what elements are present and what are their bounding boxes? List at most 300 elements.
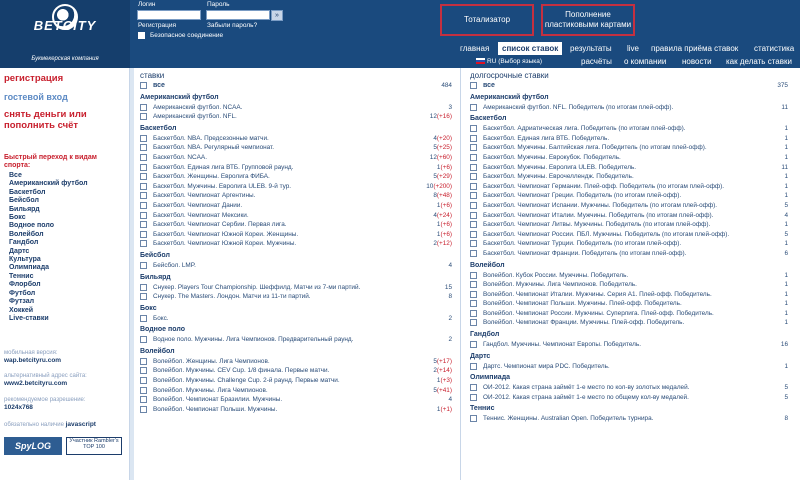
list-item[interactable] bbox=[140, 386, 452, 396]
bets-panel bbox=[134, 68, 456, 480]
quick-nav-item[interactable]: Бокс bbox=[9, 214, 26, 222]
login-go-button[interactable]: » bbox=[271, 10, 283, 21]
list-item[interactable] bbox=[470, 393, 788, 403]
row-label: Американский футбол. NCAA. bbox=[153, 103, 243, 111]
row-extra-count: (+24) bbox=[436, 211, 452, 219]
checkbox[interactable] bbox=[140, 183, 147, 190]
row-count: 11 bbox=[781, 103, 788, 111]
row-count-value: 3 bbox=[448, 103, 452, 111]
checkbox[interactable] bbox=[470, 363, 477, 370]
row-label: Бейсбол. LMP. bbox=[153, 261, 196, 269]
sidebar-money-link[interactable]: снять деньги или пополнить счёт bbox=[4, 109, 87, 131]
row-label: Волейбол. Мужчины. CEV Cup. 1/8 финала. Первые матчи. bbox=[153, 367, 330, 375]
row-label: Теннис. Женщины. Australian Open. Победитель турнира. bbox=[483, 415, 654, 423]
row-count bbox=[416, 103, 452, 113]
checkbox[interactable] bbox=[140, 396, 147, 403]
list-item[interactable] bbox=[470, 414, 788, 424]
checkbox[interactable] bbox=[140, 262, 147, 269]
section-heading: Гандбол bbox=[470, 331, 500, 339]
checkbox[interactable] bbox=[140, 293, 147, 300]
row-label: Баскетбол. NBA. Предсезонные матчи. bbox=[153, 134, 269, 142]
row-extra-count: (+3) bbox=[440, 377, 452, 385]
checkbox[interactable] bbox=[470, 231, 477, 238]
forgot-password-link[interactable]: Забыли пароль? bbox=[207, 22, 258, 29]
list-item[interactable] bbox=[470, 280, 788, 290]
list-item[interactable] bbox=[470, 271, 788, 281]
checkbox[interactable] bbox=[470, 250, 477, 257]
topup-button[interactable] bbox=[541, 4, 635, 36]
row-count bbox=[416, 261, 452, 271]
checkbox[interactable] bbox=[470, 135, 477, 142]
list-item[interactable] bbox=[140, 335, 452, 345]
totalizator-button[interactable] bbox=[440, 4, 534, 36]
nav-home[interactable]: главная bbox=[460, 44, 490, 53]
checkbox[interactable] bbox=[470, 319, 477, 326]
checkbox[interactable] bbox=[470, 212, 477, 219]
row-count-value: 5 bbox=[433, 357, 437, 365]
row-extra-count: (+25) bbox=[436, 144, 452, 152]
row-count: 1 bbox=[784, 192, 788, 200]
row-label: Баскетбол. NBA. Регулярный чемпионат. bbox=[153, 144, 275, 152]
checkbox[interactable] bbox=[140, 202, 147, 209]
checkbox[interactable] bbox=[470, 154, 477, 161]
row-label: Баскетбол. Мужчины. Еврокубок. Победитель. bbox=[483, 153, 621, 161]
row-extra-count: (+60) bbox=[436, 153, 452, 161]
checkbox[interactable] bbox=[140, 221, 147, 228]
row-count: 1 bbox=[784, 240, 788, 248]
row-count bbox=[416, 153, 452, 163]
nav-rules[interactable]: правила приёма ставок bbox=[651, 44, 739, 53]
row-label: Волейбол. Чемпионат России. Мужчины. Суперлига. Плей-офф. Победитель. bbox=[483, 309, 714, 317]
mobile-link[interactable]: wap.betcityru.com bbox=[4, 357, 62, 364]
resolution-info bbox=[4, 397, 86, 412]
password-label: Пароль bbox=[207, 1, 230, 8]
row-count: 1 bbox=[784, 125, 788, 133]
row-count: 8 bbox=[784, 415, 788, 423]
row-count: 375 bbox=[777, 82, 788, 89]
js-value: javascript bbox=[65, 421, 96, 428]
login-label: Логин bbox=[138, 1, 156, 8]
list-item[interactable] bbox=[140, 112, 452, 122]
quick-nav-title: Быстрый переход к видам спорта: bbox=[4, 154, 97, 169]
row-label: Баскетбол. NCAA. bbox=[153, 153, 207, 161]
row-count: 484 bbox=[441, 82, 452, 89]
nav-live[interactable]: live bbox=[627, 44, 640, 53]
row-extra-count: (+17) bbox=[436, 357, 452, 365]
row-count bbox=[416, 335, 452, 345]
russia-flag-icon bbox=[476, 58, 485, 64]
list-item[interactable] bbox=[140, 153, 452, 163]
row-label: Снукер. The Masters. Лондон. Матчи из 11-ти партий. bbox=[153, 293, 311, 301]
checkbox[interactable] bbox=[470, 104, 477, 111]
row-count-value: 1 bbox=[436, 221, 441, 229]
row-count-value: 1 bbox=[436, 163, 441, 171]
checkbox[interactable] bbox=[470, 240, 477, 247]
list-item[interactable] bbox=[140, 405, 452, 415]
checkbox[interactable] bbox=[470, 192, 477, 199]
list-item[interactable] bbox=[470, 249, 788, 259]
row-count-value: 2 bbox=[448, 314, 452, 322]
js-label: обязательно наличие bbox=[4, 422, 64, 428]
quick-nav-list bbox=[9, 172, 88, 323]
checkbox[interactable] bbox=[140, 164, 147, 171]
section-heading: Баскетбол bbox=[470, 115, 507, 123]
row-count: 5 bbox=[784, 393, 788, 401]
row-count: 6 bbox=[784, 249, 788, 257]
row-count-value: 5 bbox=[433, 173, 437, 181]
bets-list bbox=[140, 81, 452, 414]
row-count-value: 4 bbox=[433, 211, 437, 219]
spylog-badge[interactable]: SpyLOG bbox=[4, 437, 62, 455]
quick-nav-item[interactable]: Культура bbox=[9, 256, 41, 264]
list-item[interactable] bbox=[140, 172, 452, 182]
quick-nav-item[interactable]: Дартс bbox=[9, 247, 30, 255]
row-count: 1 bbox=[784, 144, 788, 152]
checkbox[interactable] bbox=[140, 82, 147, 89]
row-extra-count: (+200) bbox=[433, 182, 452, 190]
list-item[interactable] bbox=[470, 124, 788, 134]
quick-nav-item[interactable]: Live-ставки bbox=[9, 314, 49, 322]
row-count: 1 bbox=[784, 271, 788, 279]
checkbox[interactable] bbox=[140, 367, 147, 374]
list-item[interactable] bbox=[470, 172, 788, 182]
row-label: Американский футбол. NFL. Победитель (по итогам плей-офф). bbox=[483, 103, 674, 111]
alt-label: альтернативный адрес сайта: bbox=[4, 373, 87, 379]
row-label: Гандбол. Мужчины. Чемпионат Европы. Победитель. bbox=[483, 341, 641, 349]
row-count bbox=[416, 239, 452, 249]
row-extra-count: (+6) bbox=[440, 201, 452, 209]
quick-nav-item[interactable]: Бейсбол bbox=[9, 197, 39, 205]
row-label: Баскетбол. Мужчины. Евролига ULEB. Победитель. bbox=[483, 163, 637, 171]
checkbox[interactable] bbox=[140, 144, 147, 151]
row-label: Волейбол. Чемпионат Польши. Мужчины. Плей-офф. Победитель. bbox=[483, 300, 682, 308]
row-count bbox=[416, 292, 452, 302]
row-count bbox=[416, 220, 452, 230]
row-count bbox=[416, 112, 452, 122]
sidebar bbox=[0, 68, 130, 480]
list-item[interactable] bbox=[140, 182, 452, 192]
list-item[interactable] bbox=[140, 376, 452, 386]
nav-statistics[interactable]: статистика bbox=[754, 44, 795, 53]
row-count-value: 4 bbox=[433, 134, 437, 142]
quick-nav-item[interactable]: Баскетбол bbox=[9, 188, 46, 196]
secure-connection-label: Безопасное соединение bbox=[150, 32, 224, 39]
list-item[interactable] bbox=[140, 357, 452, 367]
row-extra-count: (+1) bbox=[440, 405, 452, 413]
row-count-value: 1 bbox=[436, 405, 441, 413]
list-item[interactable] bbox=[470, 239, 788, 249]
row-count: 5 bbox=[784, 230, 788, 238]
row-count bbox=[416, 366, 452, 376]
quick-nav-item[interactable]: Футбол bbox=[9, 289, 36, 297]
nav-how-to-bet[interactable]: как делать ставки bbox=[726, 57, 792, 66]
checkbox[interactable] bbox=[140, 387, 147, 394]
row-count: 1 bbox=[784, 290, 788, 298]
row-extra-count: (+6) bbox=[440, 163, 452, 171]
checkbox[interactable] bbox=[470, 291, 477, 298]
checkbox[interactable] bbox=[470, 310, 477, 317]
list-item[interactable] bbox=[470, 163, 788, 173]
list-item[interactable] bbox=[470, 182, 788, 192]
row-label: Баскетбол. Чемпионат Литвы. Мужчины. Победитель (по итогам плей-офф). bbox=[483, 221, 711, 229]
list-item[interactable] bbox=[470, 309, 788, 319]
list-item[interactable] bbox=[140, 230, 452, 240]
row-label: Баскетбол. Чемпионат Аргентины. bbox=[153, 192, 256, 200]
row-count-value: 15 bbox=[444, 283, 452, 291]
quick-nav-item[interactable]: Волейбол bbox=[9, 230, 44, 238]
list-item[interactable] bbox=[140, 201, 452, 211]
row-extra-count: (+6) bbox=[440, 221, 452, 229]
section-heading: Бейсбол bbox=[140, 251, 170, 259]
row-label: Баскетбол. Чемпионат Греции. Победитель (по итогам плей-офф). bbox=[483, 192, 682, 200]
row-count bbox=[416, 201, 452, 211]
brand-subtitle: Букмекерская компания bbox=[31, 56, 99, 62]
list-item[interactable] bbox=[470, 201, 788, 211]
row-count-value: 1 bbox=[436, 201, 441, 209]
row-count: 11 bbox=[781, 163, 788, 171]
row-label: Волейбол. Женщины. Лига Чемпионов. bbox=[153, 357, 270, 365]
row-label: Баскетбол. Чемпионат Южной Кореи. Женщины. bbox=[153, 230, 299, 238]
checkbox[interactable] bbox=[140, 406, 147, 413]
row-label: Баскетбол. Чемпионат Германии. Плей-офф. Победитель (по итогам плей-офф). bbox=[483, 182, 725, 190]
list-item[interactable] bbox=[140, 134, 452, 144]
row-count: 16 bbox=[780, 341, 788, 349]
row-label: Волейбол. Чемпионат Бразилии. Мужчины. bbox=[153, 396, 283, 404]
quick-nav-item[interactable]: Гандбол bbox=[9, 239, 39, 247]
row-label: Баскетбол. Мужчины. Балтийская лига. Победитель (по итогам плей-офф). bbox=[483, 144, 707, 152]
checkbox[interactable] bbox=[470, 300, 477, 307]
row-count bbox=[416, 211, 452, 221]
alt-link[interactable]: www2.betcityru.com bbox=[4, 380, 68, 387]
section-heading: Американский футбол bbox=[140, 93, 219, 101]
long-term-panel bbox=[464, 68, 794, 480]
section-heading: Баскетбол bbox=[140, 124, 177, 132]
checkbox[interactable] bbox=[140, 154, 147, 161]
list-item[interactable] bbox=[140, 366, 452, 376]
list-item[interactable] bbox=[470, 103, 788, 113]
section-heading: Теннис bbox=[470, 405, 495, 413]
sidebar-guest-link[interactable]: гостевой вход bbox=[4, 92, 68, 102]
list-item[interactable] bbox=[140, 143, 452, 153]
row-label: Водное поло. Мужчины. Лига Чемпионов. Предварительный раунд. bbox=[153, 336, 354, 344]
list-item[interactable] bbox=[470, 362, 788, 372]
list-item[interactable] bbox=[470, 299, 788, 309]
checkbox[interactable] bbox=[140, 135, 147, 142]
checkbox[interactable] bbox=[140, 377, 147, 384]
checkbox[interactable] bbox=[470, 272, 477, 279]
list-item[interactable] bbox=[470, 383, 788, 393]
row-count bbox=[416, 230, 452, 240]
quick-nav-item[interactable]: Все bbox=[9, 172, 22, 179]
list-item-all[interactable] bbox=[140, 81, 452, 91]
checkbox[interactable] bbox=[140, 284, 147, 291]
row-label: Баскетбол. Чемпионат Франции. Победитель (по итогам плей-офф). bbox=[483, 249, 687, 257]
quick-nav-item[interactable]: Водное поло bbox=[9, 222, 54, 230]
checkbox[interactable] bbox=[470, 125, 477, 132]
checkbox[interactable] bbox=[140, 231, 147, 238]
nav-results[interactable]: результаты bbox=[570, 44, 612, 53]
row-extra-count: (+48) bbox=[436, 192, 452, 200]
checkbox[interactable] bbox=[470, 415, 477, 422]
checkbox[interactable] bbox=[140, 173, 147, 180]
checkbox[interactable] bbox=[470, 202, 477, 209]
row-count bbox=[416, 143, 452, 153]
checkbox[interactable] bbox=[470, 394, 477, 401]
row-label: ОИ-2012. Какая страна займёт 1-е место по кол-ву золотых медалей. bbox=[483, 384, 690, 392]
row-extra-count: (+12) bbox=[436, 240, 452, 248]
checkbox[interactable] bbox=[470, 82, 477, 89]
row-label: все bbox=[483, 82, 495, 89]
row-count: 5 bbox=[784, 384, 788, 392]
quick-nav-item[interactable]: Олимпиада bbox=[9, 264, 50, 272]
row-count-value: 2 bbox=[448, 336, 452, 344]
row-label: Баскетбол. Чемпионат Мексики. bbox=[153, 211, 249, 219]
list-item[interactable] bbox=[140, 395, 452, 405]
list-item[interactable] bbox=[140, 314, 452, 324]
row-count-value: 1 bbox=[436, 377, 441, 385]
checkbox[interactable] bbox=[140, 358, 147, 365]
quick-nav-item[interactable]: Бильярд bbox=[9, 205, 40, 213]
mobile-label: мобильная версия: bbox=[4, 350, 58, 356]
row-label: все bbox=[153, 82, 165, 89]
list-item[interactable] bbox=[140, 239, 452, 249]
list-item[interactable] bbox=[470, 153, 788, 163]
login-input[interactable] bbox=[137, 10, 201, 20]
list-item[interactable] bbox=[470, 220, 788, 230]
checkbox[interactable] bbox=[470, 164, 477, 171]
row-label: Баскетбол. Мужчины. Евролига ULEB. 9-й тур. bbox=[153, 182, 292, 190]
list-item[interactable] bbox=[140, 163, 452, 173]
list-item[interactable] bbox=[470, 290, 788, 300]
row-label: Волейбол. Мужчины. Лига Чемпионов. Победитель. bbox=[483, 281, 637, 289]
checkbox[interactable] bbox=[470, 384, 477, 391]
row-extra-count: (+6) bbox=[440, 230, 452, 238]
row-count-value: 2 bbox=[433, 367, 437, 375]
list-item[interactable] bbox=[140, 292, 452, 302]
row-label: Бокс. bbox=[153, 314, 169, 322]
nav-bet-list[interactable]: список ставок bbox=[498, 42, 562, 55]
language-selector[interactable] bbox=[476, 56, 542, 67]
quick-nav-item[interactable]: Футзал bbox=[9, 298, 35, 306]
list-item[interactable] bbox=[140, 283, 452, 293]
row-label: Баскетбол. Чемпионат Южной Кореи. Мужчины. bbox=[153, 240, 297, 248]
row-label: Волейбол. Кубок России. Мужчины. Победитель. bbox=[483, 271, 629, 279]
quick-nav-item[interactable]: Флорбол bbox=[9, 281, 41, 289]
list-item[interactable] bbox=[470, 191, 788, 201]
row-count-value: 8 bbox=[433, 192, 437, 200]
section-heading: Бокс bbox=[140, 304, 157, 312]
quick-nav-item[interactable]: Теннис bbox=[9, 272, 34, 280]
list-item[interactable] bbox=[470, 318, 788, 328]
row-count bbox=[416, 163, 452, 173]
quick-nav-item[interactable]: Американский футбол bbox=[9, 180, 88, 188]
password-input[interactable] bbox=[206, 10, 270, 20]
nav-news[interactable]: новости bbox=[682, 57, 712, 66]
resolution-value: 1024x768 bbox=[4, 404, 33, 411]
checkbox[interactable] bbox=[470, 281, 477, 288]
list-item[interactable] bbox=[470, 211, 788, 221]
checkbox[interactable] bbox=[140, 192, 147, 199]
row-count-value: 12 bbox=[429, 113, 437, 121]
checkbox[interactable] bbox=[140, 113, 147, 120]
checkbox[interactable] bbox=[140, 315, 147, 322]
section-heading: Дартс bbox=[470, 352, 491, 360]
long-term-list bbox=[470, 81, 788, 424]
row-count: 1 bbox=[784, 300, 788, 308]
row-label: Баскетбол. Адриатическая лига. Победитель (по итогам плей-офф). bbox=[483, 125, 686, 133]
checkbox[interactable] bbox=[470, 183, 477, 190]
list-item[interactable] bbox=[470, 340, 788, 350]
alt-address-info bbox=[4, 373, 87, 388]
sidebar-register-link[interactable]: регистрация bbox=[4, 73, 64, 84]
row-label: Баскетбол. Чемпионат России. ПБЛ. Мужчины. Победитель (по итогам плей-офф). bbox=[483, 230, 730, 238]
row-count bbox=[416, 134, 452, 144]
nav-about[interactable]: о компании bbox=[624, 57, 667, 66]
checkbox[interactable] bbox=[470, 173, 477, 180]
row-label: Снукер. Players Tour Championship. Шеффилд. Матчи из 7-ми партий. bbox=[153, 283, 361, 291]
list-item[interactable] bbox=[140, 261, 452, 271]
row-count bbox=[416, 182, 452, 192]
rambler-top100-badge[interactable]: Участник Rambler's TOP 100 bbox=[66, 437, 122, 455]
row-count-value: 8 bbox=[448, 293, 452, 301]
list-item[interactable] bbox=[140, 220, 452, 230]
checkbox[interactable] bbox=[140, 212, 147, 219]
list-item[interactable] bbox=[470, 134, 788, 144]
row-label: Американский футбол. NFL. bbox=[153, 113, 237, 121]
bets-title: ставки bbox=[140, 71, 165, 80]
row-label: Баскетбол. Мужчины. Еврочеллендж. Победитель. bbox=[483, 173, 634, 181]
register-link[interactable]: Регистрация bbox=[138, 22, 176, 29]
row-extra-count: (+14) bbox=[436, 367, 452, 375]
row-count bbox=[416, 405, 452, 415]
topup-label: Пополнение пластиковыми картами bbox=[544, 10, 632, 29]
row-count: 1 bbox=[784, 221, 788, 229]
quick-nav-item[interactable]: Хоккей bbox=[9, 306, 34, 314]
row-count bbox=[416, 314, 452, 324]
checkbox[interactable] bbox=[470, 221, 477, 228]
row-label: Баскетбол. Чемпионат Дании. bbox=[153, 201, 243, 209]
secondary-nav bbox=[0, 55, 800, 68]
panel-separator bbox=[460, 68, 461, 480]
row-count bbox=[416, 395, 452, 405]
checkbox[interactable] bbox=[140, 336, 147, 343]
list-item-all[interactable] bbox=[470, 81, 788, 91]
row-count-value: 10 bbox=[426, 182, 434, 190]
list-item[interactable] bbox=[470, 143, 788, 153]
checkbox[interactable] bbox=[140, 104, 147, 111]
checkbox[interactable] bbox=[470, 341, 477, 348]
resolution-label: рекомендуемое разрешение: bbox=[4, 397, 86, 403]
list-item[interactable] bbox=[140, 191, 452, 201]
row-count-value: 1 bbox=[436, 230, 441, 238]
list-item[interactable] bbox=[470, 230, 788, 240]
row-count bbox=[416, 283, 452, 293]
row-extra-count: (+20) bbox=[436, 134, 452, 142]
secure-connection-checkbox[interactable] bbox=[138, 32, 145, 39]
list-item[interactable] bbox=[140, 211, 452, 221]
row-label: Волейбол. Чемпионат Франции. Мужчины. Плей-офф. Победитель. bbox=[483, 319, 685, 327]
row-label: Баскетбол. Чемпионат Турции. Победитель (по итогам плей-офф). bbox=[483, 240, 682, 248]
brand-name: BETCITY bbox=[33, 18, 97, 33]
row-count: 1 bbox=[784, 362, 788, 370]
row-count-value: 4 bbox=[448, 396, 452, 404]
row-label: Баскетбол. Единая лига ВТБ. Групповой раунд. bbox=[153, 163, 294, 171]
nav-settlements[interactable]: расчёты bbox=[581, 57, 612, 66]
checkbox[interactable] bbox=[140, 240, 147, 247]
row-count-value: 5 bbox=[433, 386, 437, 394]
list-item[interactable] bbox=[140, 103, 452, 113]
checkbox[interactable] bbox=[470, 144, 477, 151]
